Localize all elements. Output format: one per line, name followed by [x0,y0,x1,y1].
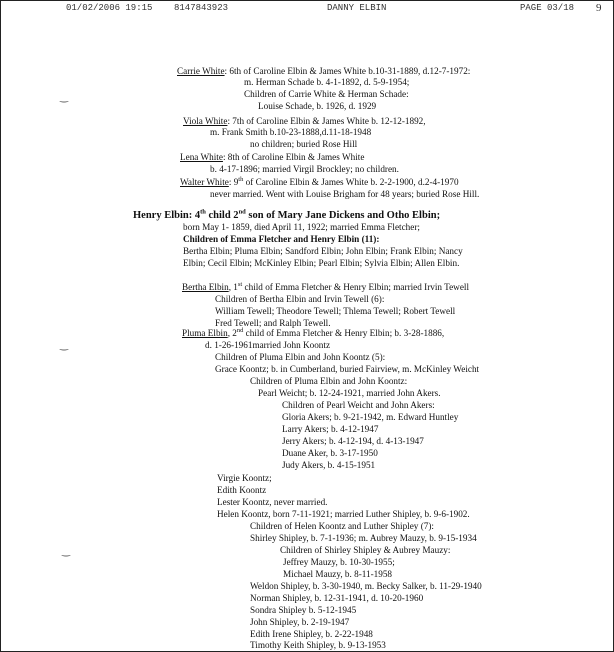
text-line: d. 1-26-1961married John Koontz [205,340,331,350]
text-line: Fred Tewell; and Ralph Tewell. [215,318,331,328]
text-line: Timothy Keith Shipley, b. 9-13-1953 [250,640,386,650]
scan-mark-2: ‿ [60,340,69,351]
text-line: Norman Shipley, b. 12-31-1941, d. 10-20-1960 [250,593,424,603]
fax-page-number: PAGE 03/18 [520,3,575,13]
fax-sender: DANNY ELBIN [327,3,387,13]
text-line: Duane Aker, b. 3-17-1950 [282,448,378,458]
text-line: no children; buried Rose Hill [250,139,358,149]
text-line: Bertha Elbin; Pluma Elbin; Sandford Elbin; John Elbin; Frank Elbin; Nancy [183,246,463,256]
scan-mark-3: ‿ [62,546,71,557]
fax-header [0,3,614,15]
genealogy-entry-walter-white: Walter White: 9th of Caroline Elbin & James White b. 2-2-1900, d.2-4-1970 [180,175,459,187]
text-line: Weldon Shipley, b. 3-30-1940, m. Becky Salker, b. 11-29-1940 [250,581,482,591]
genealogy-entry-carrie-white: Carrie White: 6th of Caroline Elbin & James White b.10-31-1889, d.12-7-1972: [177,66,471,76]
genealogy-entry-viola-white: Viola White: 7th of Caroline Elbin & James White b. 12-12-1892, [183,116,426,126]
text-line: Children of Pluma Elbin and John Koontz: [250,376,408,386]
text-line: Judy Akers, b. 4-15-1951 [282,460,376,470]
text-line: Jeffrey Mauzy, b. 10-30-1955; [283,557,395,567]
handwritten-page-mark: 9 [596,2,602,14]
fax-phone: 8147843923 [174,3,229,13]
genealogy-heading-henry-elbin: Henry Elbin: 4th child 2nd son of Mary Jane Dickens and Otho Elbin; [133,208,441,221]
text-line: Children of Shirley Shipley & Aubrey Mauzy: [280,545,451,555]
text-line: never married. Went with Louise Brigham for 48 years; buried Rose Hill. [210,189,480,199]
genealogy-entry-lena-white: Lena White: 8th of Caroline Elbin & James White [180,152,365,162]
text-line: Larry Akers; b. 4-12-1947 [282,424,379,434]
text-line: Sondra Shipley b. 5-12-1945 [250,605,357,615]
text-line: Gloria Akers; b. 9-21-1942, m. Edward Huntley [282,412,459,422]
text-line: Shirley Shipley, b. 7-1-1936; m. Aubrey Mauzy, b. 9-15-1934 [250,533,477,543]
text-line: Pearl Weicht; b. 12-24-1921, married John Akers. [258,388,441,398]
genealogy-entry-pluma-elbin: Pluma Elbin, 2nd child of Emma Fletcher & Henry Elbin; b. 3-28-1886, [182,326,445,338]
genealogy-entry-bertha-elbin: Bertha Elbin, 1st child of Emma Fletcher & Henry Elbin; married Irvin Tewell [182,280,470,292]
text-line: Virgie Koontz; [217,473,272,483]
text-line: Children of Pearl Weicht and John Akers: [282,400,435,410]
text-line: Louise Schade, b. 1926, d. 1929 [258,101,377,111]
text-line: Jerry Akers; b. 4-12-194, d. 4-13-1947 [282,436,424,446]
text-line: Helen Koontz, born 7-11-1921; married Luther Shipley, b. 9-6-1902. [217,509,470,519]
text-line: Edith Koontz [217,485,267,495]
scan-mark-1: ‿ [60,92,69,103]
text-line: William Tewell; Theodore Tewell; Thlema Tewell; Robert Tewell [215,306,456,316]
text-line: Edith Irene Shipley, b. 2-22-1948 [250,629,373,639]
text-line: John Shipley, b. 2-19-1947 [250,617,350,627]
text-line: Children of Bertha Elbin and Irvin Tewell (6): [215,294,385,304]
fax-date-time: 01/02/2006 19:15 [66,3,153,13]
text-line: Lester Koontz, never married. [217,497,328,507]
text-line: born May 1- 1859, died April 11, 1922; married Emma Fletcher; [183,222,420,232]
text-line: Children of Carrie White & Herman Schade: [244,89,409,99]
text-line: Elbin; Cecil Elbin; McKinley Elbin; Pearl Elbin; Sylvia Elbin; Allen Elbin. [183,258,460,268]
text-line: b. 4-17-1896; married Virgil Brockley; no children. [210,164,399,174]
text-line: m. Frank Smith b.10-23-1888,d.11-18-1948 [210,127,372,137]
text-line: m. Herman Schade b. 4-1-1892, d. 5-9-1954; [244,77,410,87]
text-line: Michael Mauzy, b. 8-11-1958 [283,569,393,579]
text-line-bold: Children of Emma Fletcher and Henry Elbin (11): [183,234,380,244]
text-line: Grace Koontz; b. in Cumberland, buried Fairview, m. McKinley Weicht [215,364,480,374]
text-line: Children of Pluma Elbin and John Koontz (5): [215,352,386,362]
text-line: Children of Helen Koontz and Luther Shipley (7): [250,521,434,531]
